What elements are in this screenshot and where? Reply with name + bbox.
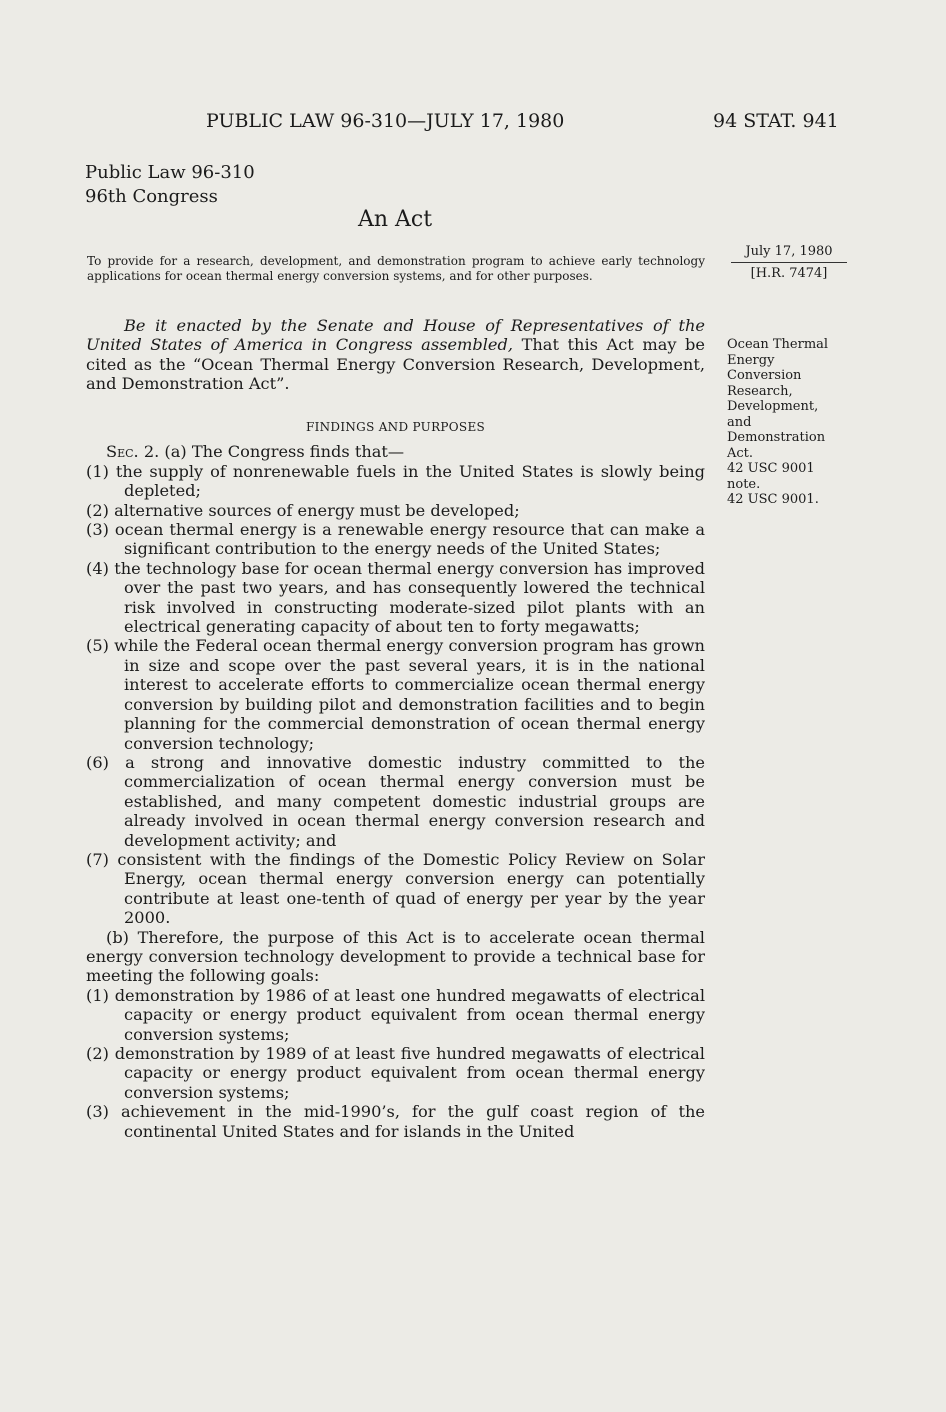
margin-citation: 42 USC 9001	[727, 461, 815, 476]
enacting-clause	[86, 316, 705, 394]
enacting-italic: Be it enacted by the Senate and House of Representatives of the United States of America in Congress assembled,	[86, 316, 705, 355]
finding-4: (4) the technology base for ocean thermal energy conversion has improved over the past two years, and has consequently lowered the technical risk involved in constructing moderate-sized pilot plants with an electrical generating capacity of about ten to forty megawatts;	[86, 558, 705, 637]
congress-number: 96th Congress	[85, 186, 218, 207]
margin-date	[731, 244, 847, 281]
sec-intro-text: 2. (a) The Congress finds that—	[138, 442, 405, 462]
finding-5: (5) while the Federal ocean thermal energy conversion program has grown in size and scope over the past several years, it is in the national interest to accelerate efforts to commercialize ocean thermal energy conversion by building pilot and demonstration facilities and to begin planning for the commercial demonstration of ocean thermal energy conversion technology;	[86, 636, 705, 753]
bill-number: [H.R. 7474]	[750, 265, 828, 281]
section-body	[86, 414, 705, 1141]
margin-short-title	[727, 337, 847, 508]
enactment-date: July 17, 1980	[745, 244, 833, 259]
finding-7: (7) consistent with the findings of the Domestic Policy Review on Solar Energy, ocean thermal energy conversion energy can potentially contribute at least one-tenth of quad of energy per year by the year 2000.	[86, 849, 705, 928]
finding-1: (1) the supply of nonrenewable fuels in the United States is slowly being depleted;	[86, 461, 705, 501]
act-title: An Act	[357, 207, 433, 232]
goal-3: (3) achievement in the mid-1990’s, for the gulf coast region of the continental United States and for islands in the United	[86, 1102, 705, 1141]
date-rule	[731, 244, 847, 263]
enacting-paragraph	[86, 316, 705, 394]
finding-2: (2) alternative sources of energy must be developed;	[86, 500, 520, 520]
enacting-rest: That this Act may be cited as the “Ocean Thermal Energy Conversion Research, Development, and Demonstration Act”.	[86, 335, 706, 394]
margin-line: Act.	[727, 445, 754, 461]
goal-2: (2) demonstration by 1989 of at least five hundred megawatts of electrical capacity or energy product equivalent from ocean thermal energy conversion systems;	[86, 1044, 705, 1102]
running-header-title: PUBLIC LAW 96-310—JULY 17, 1980	[206, 110, 565, 132]
margin-line: Energy	[727, 352, 775, 368]
margin-line: Demonstration	[727, 430, 826, 445]
page-stat-number: 94 STAT. 941	[713, 110, 839, 132]
margin-line: Conversion	[727, 368, 802, 383]
margin-line: Development,	[727, 399, 819, 414]
margin-line: Research,	[727, 383, 793, 399]
goal-1: (1) demonstration by 1986 of at least one hundred megawatts of electrical capacity or energy product equivalent from ocean thermal energy conversion systems;	[86, 985, 705, 1044]
finding-3: (3) ocean thermal energy is a renewable energy resource that can make a significant contribution to the energy needs of the United States;	[86, 520, 705, 559]
public-law-number: Public Law 96-310	[85, 162, 255, 183]
margin-citation: note.	[727, 476, 761, 492]
finding-6: (6) a strong and innovative domestic industry committed to the commercialization of ocean thermal energy conversion must be established, and many competent domestic industrial groups are already involved in ocean thermal energy conversion research and development activity; and	[86, 752, 705, 850]
margin-citation: 42 USC 9001.	[727, 492, 819, 507]
margin-line: and	[727, 414, 752, 430]
section-intro	[86, 442, 705, 461]
section-heading: FINDINGS AND PURPOSES	[305, 420, 486, 434]
sec-label: Sec.	[106, 442, 139, 462]
act-purpose: To provide for a research, development, and demonstration program to achieve early technology applications for ocean thermal energy conversion systems, and for other purposes.	[87, 254, 705, 283]
purpose-b: (b) Therefore, the purpose of this Act is to accelerate ocean thermal energy conversion technology development to provide a technical base for meeting the following goals:	[86, 927, 705, 986]
margin-line: Ocean Thermal	[727, 337, 829, 352]
